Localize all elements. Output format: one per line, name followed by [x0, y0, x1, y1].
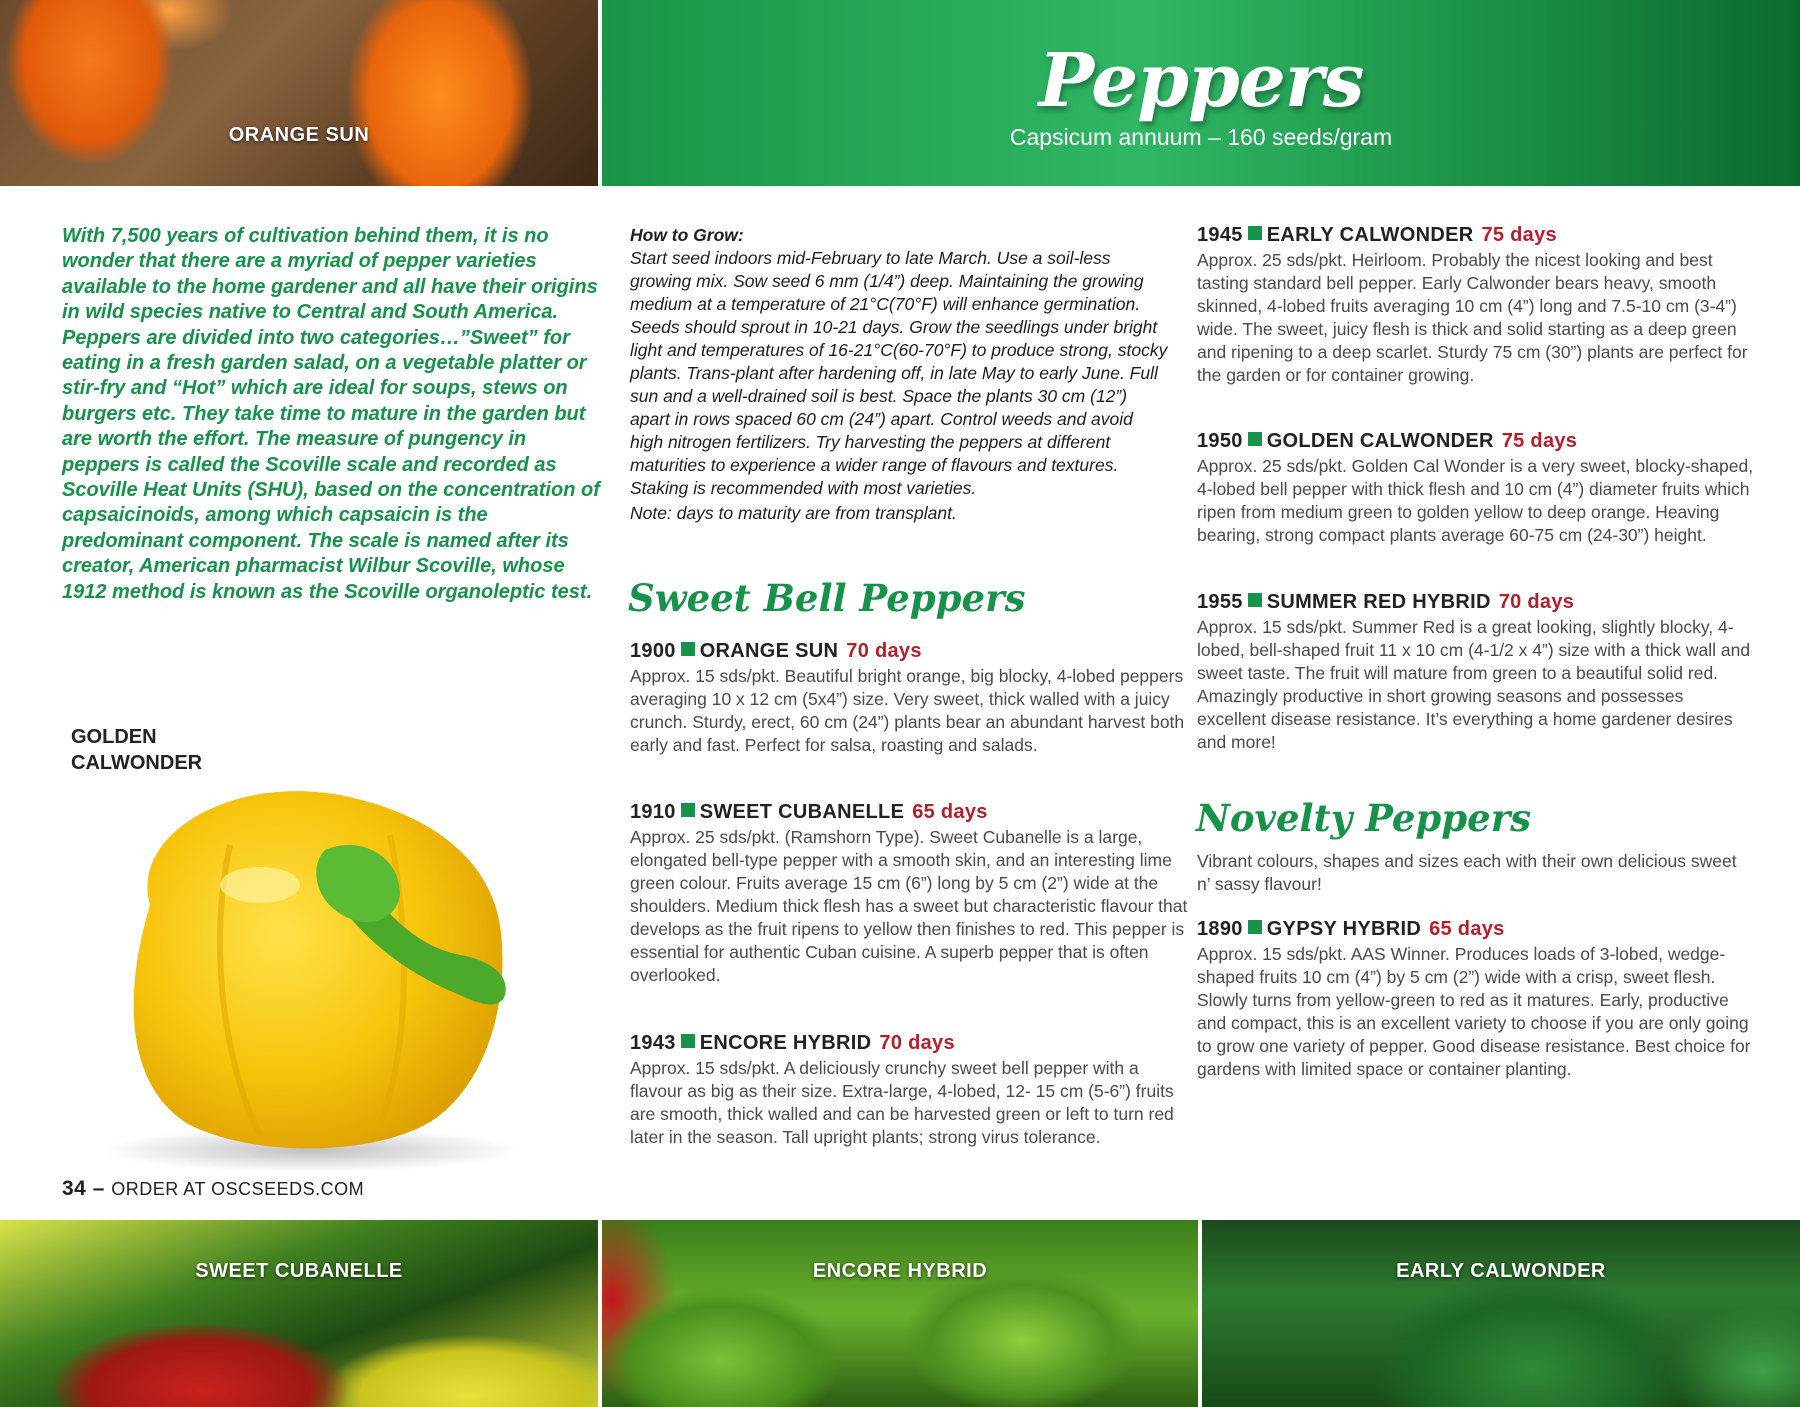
green-square-icon: [681, 803, 695, 817]
product-description: Approx. 15 sds/pkt. A deliciously crunchy sweet bell pepper with a flavour as big as their size. Extra-large, 4-lobed, 12- 15 cm (5-6”) fruits are smooth, thick walled and can be harvested green or left to turn red later in the season. Tall upright plants; strong virus tolerance.: [630, 1058, 1174, 1147]
product-heading: [630, 1032, 1190, 1055]
days-to-maturity: 65 days: [1429, 918, 1505, 940]
product-gypsy-hybrid: [1197, 918, 1757, 1081]
product-name: SUMMER RED HYBRID: [1266, 591, 1491, 613]
product-early-calwonder: [1197, 224, 1757, 387]
sweet-cubanelle-photo: [0, 1220, 598, 1407]
product-code: 1910: [630, 801, 676, 823]
product-code: 1943: [630, 1032, 676, 1054]
section-heading-sweet-bell: Sweet Bell Peppers: [628, 576, 1026, 620]
page-title: Peppers: [1038, 38, 1364, 124]
product-code: 1955: [1197, 591, 1243, 613]
page-subtitle: Capsicum annuum – 160 seeds/gram: [1009, 124, 1393, 150]
days-to-maturity: 70 days: [879, 1032, 955, 1054]
page-number: 34: [62, 1177, 87, 1200]
product-code: 1950: [1197, 430, 1243, 452]
product-name: EARLY CALWONDER: [1266, 224, 1474, 246]
how-to-grow-title: How to Grow:: [630, 225, 744, 245]
product-heading: [630, 640, 1190, 663]
product-description: Approx. 15 sds/pkt. Summer Red is a great looking, slightly blocky, 4-lobed, bell-shaped fruit 11 x 10 cm (4-1/2 x 4”) size with a thick wall and sweet taste. The fruit will mature from green to a beautiful solid red. Amazingly productive in short growing seasons and possesses excellent disease resistance. It’s everything a home gardener desires and more!: [1197, 617, 1751, 752]
product-name: GOLDEN CALWONDER: [1266, 430, 1494, 452]
photo-label-orange-sun: ORANGE SUN: [228, 124, 370, 146]
maturity-note: Note: days to maturity are from transplant.: [630, 503, 957, 523]
product-description: Approx. 25 sds/pkt. Golden Cal Wonder is a very sweet, blocky-shaped, 4-lobed bell pepper with thick flesh and 10 cm (4”) diameter fruits which ripen from medium green to golden yellow to deep orange. Heaving bearing, strong compact plants average 60-75 cm (24-30”) height.: [1197, 456, 1754, 545]
early-calwonder-photo: [1202, 1220, 1800, 1407]
product-code: 1900: [630, 640, 676, 662]
green-square-icon: [1248, 920, 1262, 934]
green-square-icon: [1248, 432, 1262, 446]
product-summer-red-hybrid: [1197, 591, 1757, 754]
product-sweet-cubanelle: [630, 801, 1190, 987]
product-heading: [1197, 591, 1757, 614]
days-to-maturity: 70 days: [1498, 591, 1575, 613]
product-description: Approx. 25 sds/pkt. Heirloom. Probably the nicest looking and best tasting standard bell pepper. Early Calwonder bears heavy, smooth skinned, 4-lobed fruits averaging 10 cm (4”) long and 7.5-10 cm (3-4”) wide. The sweet, juicy flesh is thick and solid starting as a deep green and ripening to a deep scarlet. Sturdy 75 cm (30”) plants are perfect for the garden or for container growing.: [1197, 250, 1748, 385]
order-link[interactable]: ORDER AT OSCSEEDS.COM: [111, 1179, 365, 1199]
golden-label-line1: GOLDEN: [71, 726, 157, 748]
how-to-grow-section: [630, 224, 1170, 525]
product-heading: [1197, 430, 1757, 453]
orange-sun-photo: [0, 0, 598, 186]
days-to-maturity: 75 days: [1481, 224, 1557, 246]
product-description: Approx. 25 sds/pkt. (Ramshorn Type). Sweet Cubanelle is a large, elongated bell-type pepper with a smooth skin, and an interesting lime green colour. Fruits average 15 cm (6”) long by 5 cm (2”) wide at the shoulders. Medium thick flesh has a sweet but characteristic flavour that develops as the fruit ripens to yellow then finishes to red. This pepper is essential for authentic Cuban cuisine. A superb pepper that is often overlooked.: [630, 827, 1188, 985]
golden-label-line2: CALWONDER: [71, 752, 203, 774]
product-heading: [630, 801, 1190, 824]
green-square-icon: [1248, 226, 1262, 240]
product-golden-calwonder: [1197, 430, 1757, 547]
product-name: GYPSY HYBRID: [1266, 918, 1422, 940]
product-code: 1890: [1197, 918, 1243, 940]
photo-label-sweet-cubanelle: SWEET CUBANELLE: [195, 1260, 403, 1282]
novelty-intro: Vibrant colours, shapes and sizes each with their own delicious sweet n’ sassy flavour!: [1197, 851, 1737, 894]
product-heading: [1197, 918, 1757, 941]
days-to-maturity: 70 days: [846, 640, 922, 662]
encore-hybrid-photo: [602, 1220, 1198, 1407]
photo-label-encore-hybrid: ENCORE HYBRID: [812, 1260, 988, 1282]
how-to-grow-text: Start seed indoors mid-February to late March. Use a soil-less growing mix. Sow seed 6 mm (1/4”) deep. Maintaining the growing medium at a temperature of 21°C(70°F) will enhance germination. Seeds should sprout in 10-21 days. Grow the seedlings under bright light and temperatures of 16-21°C(60-70°F) to produce strong, stocky plants. Trans-plant after hardening off, in late May to early June. Full sun and a well-drained soil is best. Space the plants 30 cm (12”) apart in rows spaced 60 cm (24”) apart. Control weeds and avoid high nitrogen fertilizers. Try harvesting the peppers at different maturities to experience a wider range of flavours and textures. Staking is recommended with most varieties.: [630, 248, 1168, 498]
section-heading-novelty: Novelty Peppers: [1196, 796, 1532, 840]
green-square-icon: [1248, 593, 1262, 607]
footer-dash: –: [86, 1177, 112, 1200]
days-to-maturity: 75 days: [1501, 430, 1578, 452]
product-encore-hybrid: [630, 1032, 1190, 1149]
green-square-icon: [681, 642, 695, 656]
photo-label-early-calwonder: EARLY CALWONDER: [1396, 1260, 1606, 1282]
days-to-maturity: 65 days: [912, 801, 988, 823]
green-square-icon: [681, 1034, 695, 1048]
product-code: 1945: [1197, 224, 1243, 246]
yellow-pepper-image: [110, 755, 570, 1175]
product-orange-sun: [630, 640, 1190, 757]
product-heading: [1197, 224, 1757, 247]
product-name: ENCORE HYBRID: [699, 1032, 872, 1054]
page-footer: [62, 1177, 364, 1201]
intro-paragraph: With 7,500 years of cultivation behind them, it is no wonder that there are a myriad of pepper varieties available to the home gardener and all have their origins in wild species native to Central and South America. Peppers are divided into two categories…”Sweet” for eating in a fresh garden salad, on a vegetable platter or stir-fry and “Hot” which are ideal for soups, stews on burgers etc. They take time to mature in the garden but are worth the effort. The measure of pungency in peppers is called the Scoville scale and recorded as Scoville Heat Units (SHU), based on the concentration of capsaicinoids, among which capsaicin is the predominant component. The scale is named after its creator, American pharmacist Wilbur Scoville, whose 1912 method is known as the Scoville organoleptic test.: [62, 225, 600, 603]
product-description: Approx. 15 sds/pkt. Beautiful bright orange, big blocky, 4-lobed peppers averaging 10 x 12 cm (5x4”) size. Very sweet, thick walled with a juicy crunch. Sturdy, erect, 60 cm (24”) plants bear an abundant harvest both early and fast. Perfect for salsa, roasting and salads.: [630, 666, 1185, 755]
product-description: Approx. 15 sds/pkt. AAS Winner. Produces loads of 3-lobed, wedge-shaped fruits 10 cm (4”) by 5 cm (2”) wide with a crisp, sweet flesh. Slowly turns from yellow-green to red as it matures. Early, productive and compact, this is an excellent variety to choose if you are only going to grow one variety of pepper. Good disease resistance. Best choice for gardens with limited space or container planting.: [1197, 944, 1751, 1079]
product-name: ORANGE SUN: [699, 640, 839, 662]
product-name: SWEET CUBANELLE: [699, 801, 905, 823]
